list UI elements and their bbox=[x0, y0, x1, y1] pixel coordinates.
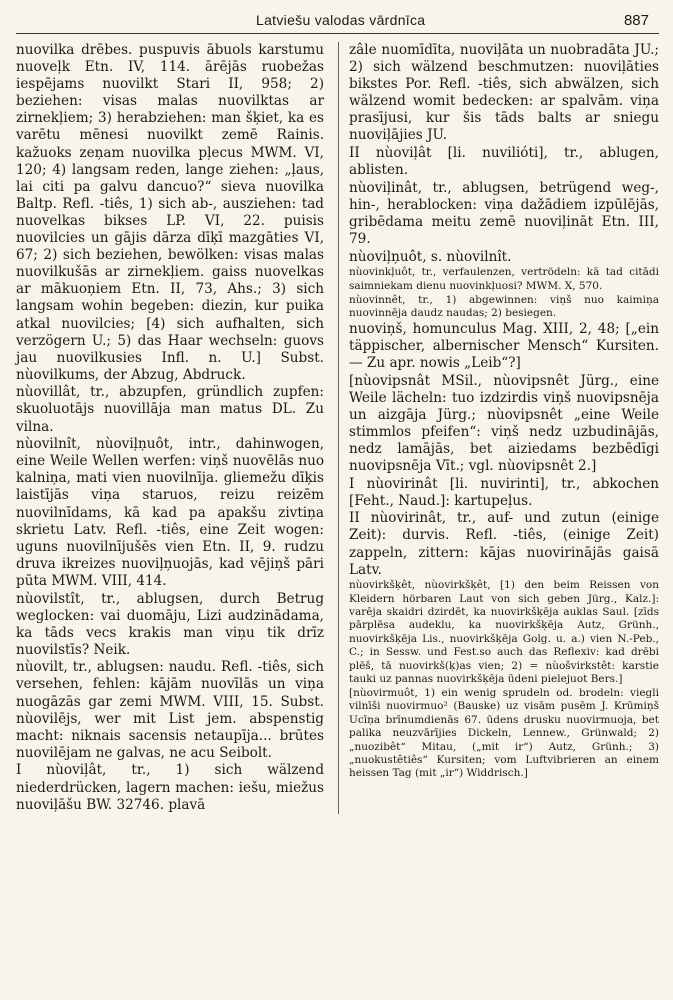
right-column bbox=[338, 42, 659, 814]
left-column bbox=[16, 42, 324, 814]
dictionary-entry: II nùoviļât [li. nuvilióti], tr., ablugen, ablisten. bbox=[349, 145, 659, 179]
running-head bbox=[16, 6, 659, 34]
dictionary-entry: nùovilnît, nùoviļņuôt, intr., dahinwogen, eine Weile Wellen werfen: viņš nuovēlās nuo kalniņa, mati vien nuovilnīja. gliemežu dīķis laistījās viņa staruos, reizu reizēm nuovilnīdams, kā kad pa apakšu zivtiņa skrietu Latv. Refl. -tiês, eine Zeit wogen: uguns nuovilnījušēs vien Etn. II, 9. rudzu druva ikreizes nuoviļņuojās, kad vējiņš pāri pūta MWM. VIII, 414. bbox=[16, 436, 325, 589]
dictionary-entry: nùoviļinât, tr., ablugsen, betrügend weg-, hin-, herablocken: viņa dažādiem izpūlējās, gribēdama meitu zemē nuoviļināt Etn. III, 79. bbox=[349, 179, 659, 248]
dictionary-entry: [nùovirmuôt, 1) ein wenig sprudeln od. brodeln: viegli vilnīši nuovirmuo² (Bauske) uz visām pusēm J. Krūmiņš Ucīņa brīnumdienās 67. ūdens drusku nuovirmuoja, bet palika neuzvārījies Dickeln, Lennew., Grünwald; 2) „nuozibêt“ Mitau, („mit ir“) Autz, Grünh.; 3) „nuokustêtiês“ Kursiten; vom Luftvibrieren an einem heissen Tag (mit „ir“) Widdrisch.] bbox=[349, 687, 659, 780]
dictionary-entry: II nùovirinât, tr., auf- und zutun (einige Zeit): durvis. Refl. -tiês, (einige Zeit) zappeln, zittern: kājas nuovirinājās gaisā Latv. bbox=[349, 510, 659, 578]
dictionary-entry: nùovinnêt, tr., 1) abgewinnen: viņš nuo kaimiņa nuovinnēja daudz naudas; 2) besiegen. bbox=[349, 293, 659, 319]
dictionary-entry: nùovirkšķêt, nùovirkšķêt, [1) den beim Reissen von Kleidern hörbaren Laut von sich geben Jürg., Kalz.]: varēja skaidri dzirdēt, ka nuovirkšķēja auklas Saul. [zīds pārplēsa audeklu, ka nuovirkšķēja Autz, Grünh., nuovirkšķēja Lis., nuovirkšķēja Golg. u. a.) vien N.-Peb., C.; in Sessw. und Fest.so auch das Reflexiv: kad drēbi plēš, tā nuovirkš(ķ)as vien; 2) = nùošvirkstêt: karstie tauki uz pannas nuovirkšķēja ūdeni pielejuot Bers.] bbox=[349, 579, 659, 686]
dictionary-entry: nùovilstît, tr., ablugsen, durch Betrug weglocken: vai duomāju, Lizi audzinādama, ka tāds vecs krakis man viņu tik drīz nuovilstīs? Neik. bbox=[16, 590, 325, 658]
dictionary-entry: nùovinkļuôt, tr., verfaulenzen, vertrödeln: kā tad citādi saimniekam dienu nuovinkļuosi? MWM. X, 570. bbox=[349, 266, 659, 292]
page-number: 887 bbox=[623, 12, 649, 29]
dictionary-entry: nùoviļņuôt, s. nùovilnît. bbox=[349, 248, 512, 265]
dictionary-entry: nùovillât, tr., abzupfen, gründlich zupfen: skuoluotājs nuovillāja man matus DL. Zu vilna. bbox=[16, 384, 325, 435]
dictionary-entry: I nùoviļât, tr., 1) sich wälzend niederdrücken, lagern machen: iešu, miežus nuoviļāšu BW. 32746. plavā bbox=[16, 762, 325, 813]
dictionary-entry: I nùovirinât [li. nuvirinti], tr., abkochen [Feht., Naud.]: kartupeļus. bbox=[349, 475, 659, 509]
dictionary-entry: nuovilka drēbes. puspuvis ābuols karstumu nuoveļk Etn. IV, 114. ārējās ruobežas iespējams nuovilkt Stari II, 958; 2) beziehen: visas malas nuovilktas ar zirnekļiem; 3) herabziehen: man šķiet, ka es varētu mēnesi nuovilkt zemē Rainis. kažuoks zeņam nuovilka pļecus MWM. VI, 120; 4) langsam reden, lange ziehen: „ļaus, lai citi pa galvu dancuo?“ sieva nuovilka Baltp. Refl. -tiês, 1) sich ab-, ausziehen: tad nuovelkas bikses LP. VI, 22. puisis nuovilcies un gājis dārza dīķī mazgāties VI, 67; 2) sich beziehen, bewölken: visas malas nuovilkušās ar zirnekļiem. gaiss nuovelkas ar mākuoņiem Etn. II, 73, Ahs.; 3) sich langsam wohin begeben: diezin, kur puika atkal nuovilcies; [4) sich aufhalten, sich verzögern U.; 5) das Haar wechseln: guovs jau nuovilkusies Infl. n. U.] Subst. nùovilkums, der Abzug, Abdruck. bbox=[16, 42, 325, 383]
dictionary-entry: [nùovipsnât MSil., nùovipsnêt Jürg., eine Weile lächeln: tuo izdzirdis viņš nuovipsnēja un aizgāja Jürg.; nùovipsnêt „eine Weile stimmlos pfeifen“: viņš nedz uzbudinājās, nedz lamājās, bet aiziedams bezbēdīgi nuovipsnēja Vīt.; vgl. nùovipsnêt 2.] bbox=[349, 372, 659, 475]
dictionary-entry: nuoviņš, homunculus Mag. XIII, 2, 48; [„ein täppischer, albernischer Mensch“ Kursiten. — Zu apr. nowis „Leib“?] bbox=[349, 320, 659, 372]
two-column-body bbox=[16, 42, 659, 814]
page-header-title: Latviešu valodas vārdnīca bbox=[256, 12, 426, 28]
dictionary-entry: zâle nuomīdīta, nuoviļāta un nuobradāta JU.; 2) sich wälzend beschmutzen: nuoviļāties bikstes Por. Refl. -tiês, sich abwälzen, sich wälzend womit bedecken: ar spalvām. viņa prasījusi, kur šis tāds balts ar sniegu nuoviļājies JU. bbox=[349, 42, 659, 144]
dictionary-entry: nùovilt, tr., ablugsen: naudu. Refl. -tiês, sich versehen, fehlen: kājām nuovīlās un viņa nuogāzās gar zemi MWM. VIII, 15. Subst. nùovilējs, wer mit List jem. abspenstig macht: niknais sacensis netaupīja... brūtes nuovilējam ne galvas, ne acu Seibolt. bbox=[16, 659, 325, 761]
